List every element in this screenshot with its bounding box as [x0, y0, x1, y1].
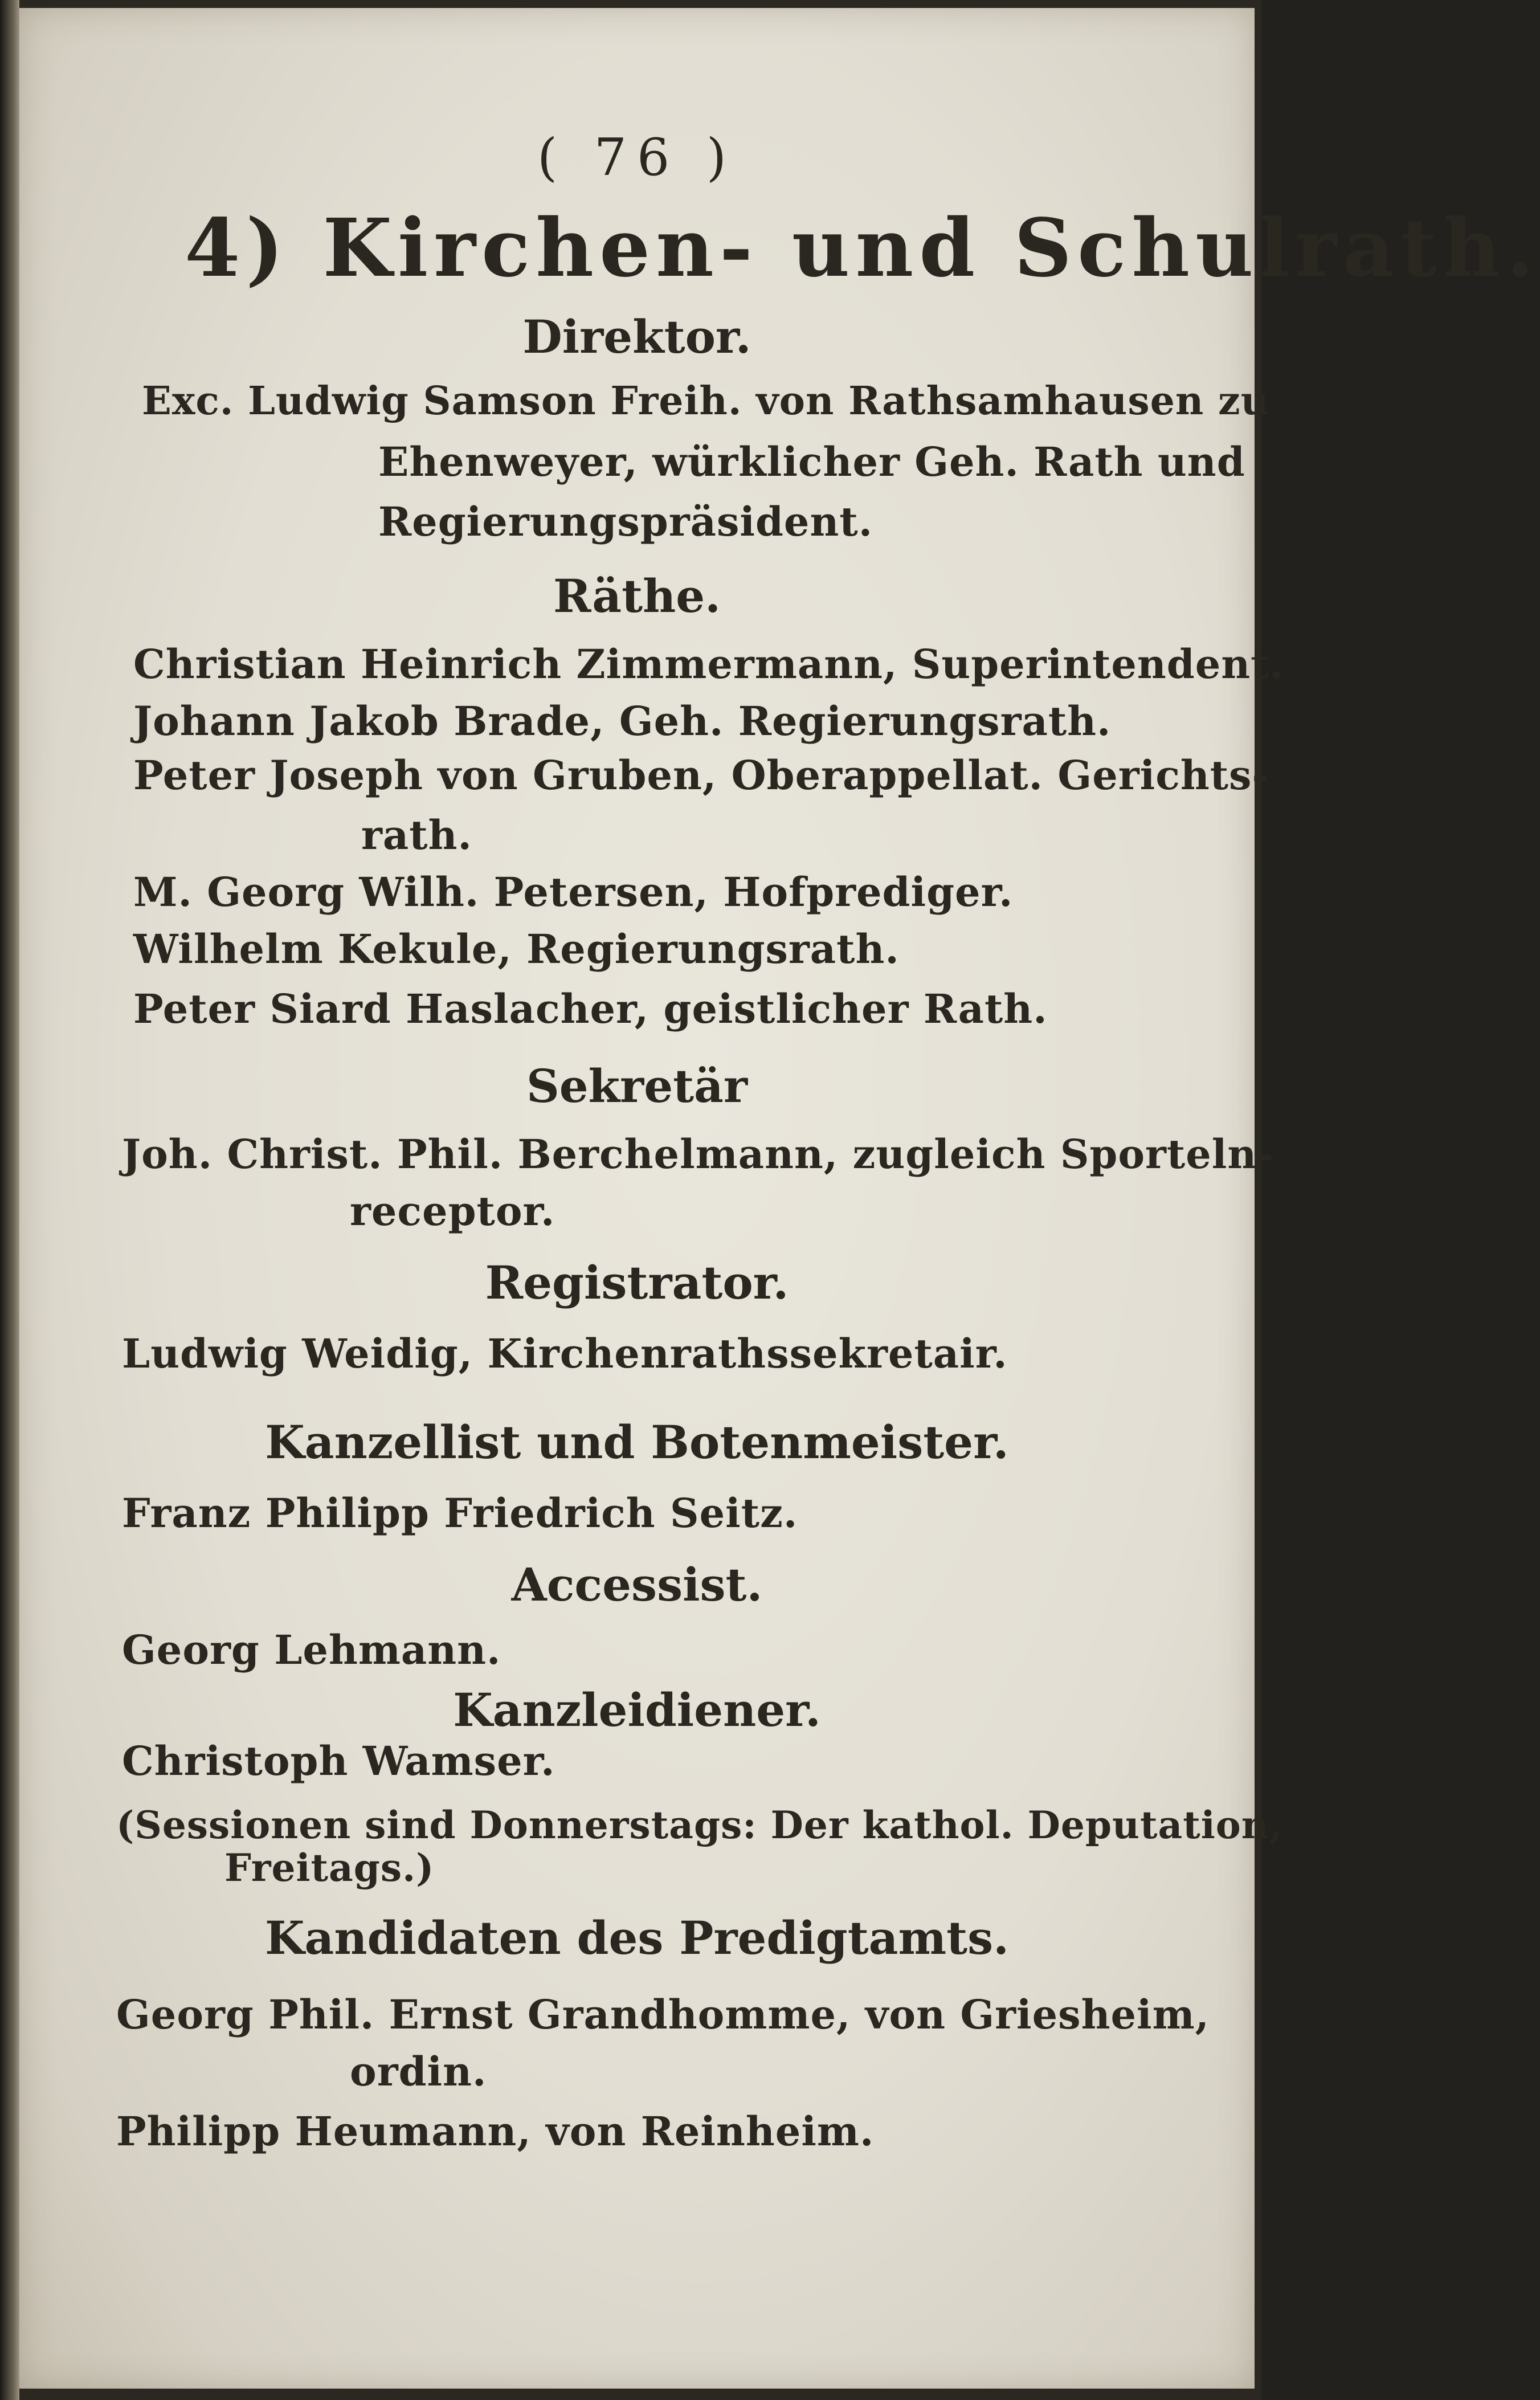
book-gutter-shadow: [0, 0, 19, 2400]
session-note: Freitags.): [224, 1846, 435, 1890]
session-note: (Sessionen sind Donnerstags: Der kathol. Deputation,: [116, 1803, 1283, 1847]
text-line: Peter Siard Haslacher, geistlicher Rath.: [133, 985, 1048, 1032]
heading-raethe: Räthe.: [553, 569, 721, 623]
text-line: Regierungspräsident.: [378, 498, 873, 545]
text-line: Christoph Wamser.: [122, 1737, 555, 1785]
heading-accessist: Accessist.: [511, 1558, 763, 1611]
text-line: Philipp Heumann, von Reinheim.: [116, 2108, 875, 2155]
text-line: Johann Jakob Brade, Geh. Regierungsrath.: [133, 697, 1112, 745]
text-line: Ehenweyer, würklicher Geh. Rath und: [378, 438, 1245, 485]
heading-registrator: Registrator.: [485, 1256, 789, 1309]
text-line: Christian Heinrich Zimmermann, Superintendent.: [133, 640, 1284, 688]
text-line: rath.: [361, 811, 472, 859]
section-title: 4) Kirchen- und Schulrath.: [185, 202, 1540, 295]
text-line: Joh. Christ. Phil. Berchelmann, zugleich Sporteln-: [122, 1130, 1275, 1178]
page-number: ( 76 ): [537, 128, 737, 187]
heading-kanzleidiener: Kanzleidiener.: [453, 1683, 821, 1737]
text-line: Franz Philipp Friedrich Seitz.: [122, 1489, 798, 1537]
heading-direktor: Direktor.: [522, 310, 751, 364]
book-page: [19, 8, 1540, 2389]
text-line: receptor.: [350, 1187, 555, 1235]
text-line: Exc. Ludwig Samson Freih. von Rathsamhausen zu: [142, 378, 1270, 424]
text-line: M. Georg Wilh. Petersen, Hofprediger.: [133, 868, 1014, 916]
text-line: Peter Joseph von Gruben, Oberappellat. Gerichts-: [133, 752, 1269, 799]
text-line: Georg Phil. Ernst Grandhomme, von Griesheim,: [116, 1991, 1210, 2038]
heading-sekretaer: Sekretär: [526, 1059, 748, 1113]
text-line: Wilhelm Kekule, Regierungsrath.: [133, 925, 900, 973]
text-line: Ludwig Weidig, Kirchenrathssekretair.: [122, 1330, 1008, 1377]
heading-kanzellist: Kanzellist und Botenmeister.: [265, 1415, 1009, 1469]
text-line: ordin.: [350, 2048, 487, 2095]
page-content: [19, 8, 1540, 2389]
text-line: Georg Lehmann.: [122, 1626, 501, 1674]
heading-kandidaten: Kandidaten des Predigtamts.: [265, 1911, 1009, 1965]
